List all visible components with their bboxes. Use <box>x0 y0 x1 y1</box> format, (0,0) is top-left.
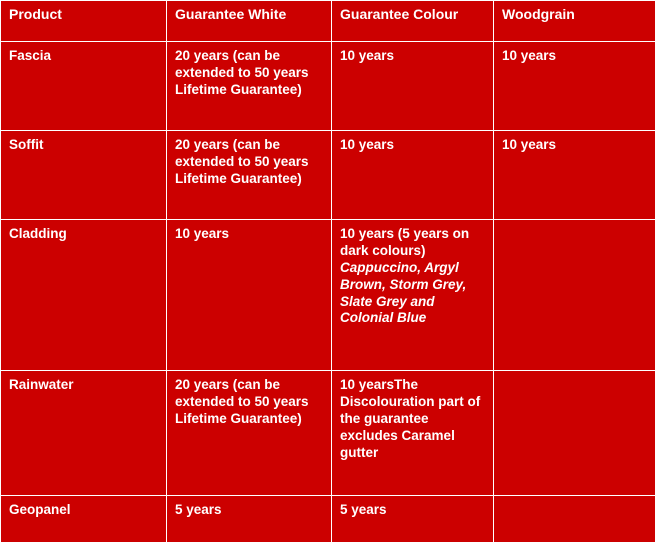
cell-woodgrain-fascia: 10 years <box>494 42 655 131</box>
table-header-row <box>1 1 655 42</box>
cell-colour-fascia: 10 years <box>332 42 494 131</box>
cell-colour-soffit: 10 years <box>332 131 494 220</box>
cell-white-rainwater: 20 years (can be extended to 50 years Lifetime Guarantee) <box>167 371 332 496</box>
cell-woodgrain-geopanel <box>494 496 655 543</box>
column-header-guarantee-white: Guarantee White <box>167 1 332 42</box>
cell-colour-cladding-italic-1: Cappuccino, Argyl Brown, Storm Grey, <box>340 260 486 294</box>
cell-product-cladding: Cladding <box>1 220 167 371</box>
table-row <box>1 42 655 131</box>
cell-colour-rainwater: 10 yearsThe Discolouration part of the guarantee excludes Caramel gutter <box>332 371 494 496</box>
table-row <box>1 220 655 371</box>
cell-colour-cladding-main: 10 years (5 years on dark colours) <box>340 226 486 260</box>
cell-woodgrain-cladding <box>494 220 655 371</box>
column-header-product: Product <box>1 1 167 42</box>
table-row <box>1 371 655 496</box>
table-row <box>1 131 655 220</box>
column-header-guarantee-colour: Guarantee Colour <box>332 1 494 42</box>
cell-woodgrain-soffit: 10 years <box>494 131 655 220</box>
column-header-woodgrain: Woodgrain <box>494 1 655 42</box>
cell-woodgrain-rainwater <box>494 371 655 496</box>
cell-colour-cladding <box>332 220 494 371</box>
table-body <box>1 42 655 543</box>
cell-colour-cladding-italic-2: Slate Grey and Colonial Blue <box>340 294 486 328</box>
cell-product-rainwater: Rainwater <box>1 371 167 496</box>
table-row <box>1 496 655 543</box>
cell-product-geopanel: Geopanel <box>1 496 167 543</box>
cell-product-soffit: Soffit <box>1 131 167 220</box>
cell-white-geopanel: 5 years <box>167 496 332 543</box>
cell-product-fascia: Fascia <box>1 42 167 131</box>
cell-colour-geopanel: 5 years <box>332 496 494 543</box>
table-header <box>1 1 655 42</box>
cell-white-fascia: 20 years (can be extended to 50 years Lifetime Guarantee) <box>167 42 332 131</box>
cell-white-cladding: 10 years <box>167 220 332 371</box>
cell-white-soffit: 20 years (can be extended to 50 years Lifetime Guarantee) <box>167 131 332 220</box>
